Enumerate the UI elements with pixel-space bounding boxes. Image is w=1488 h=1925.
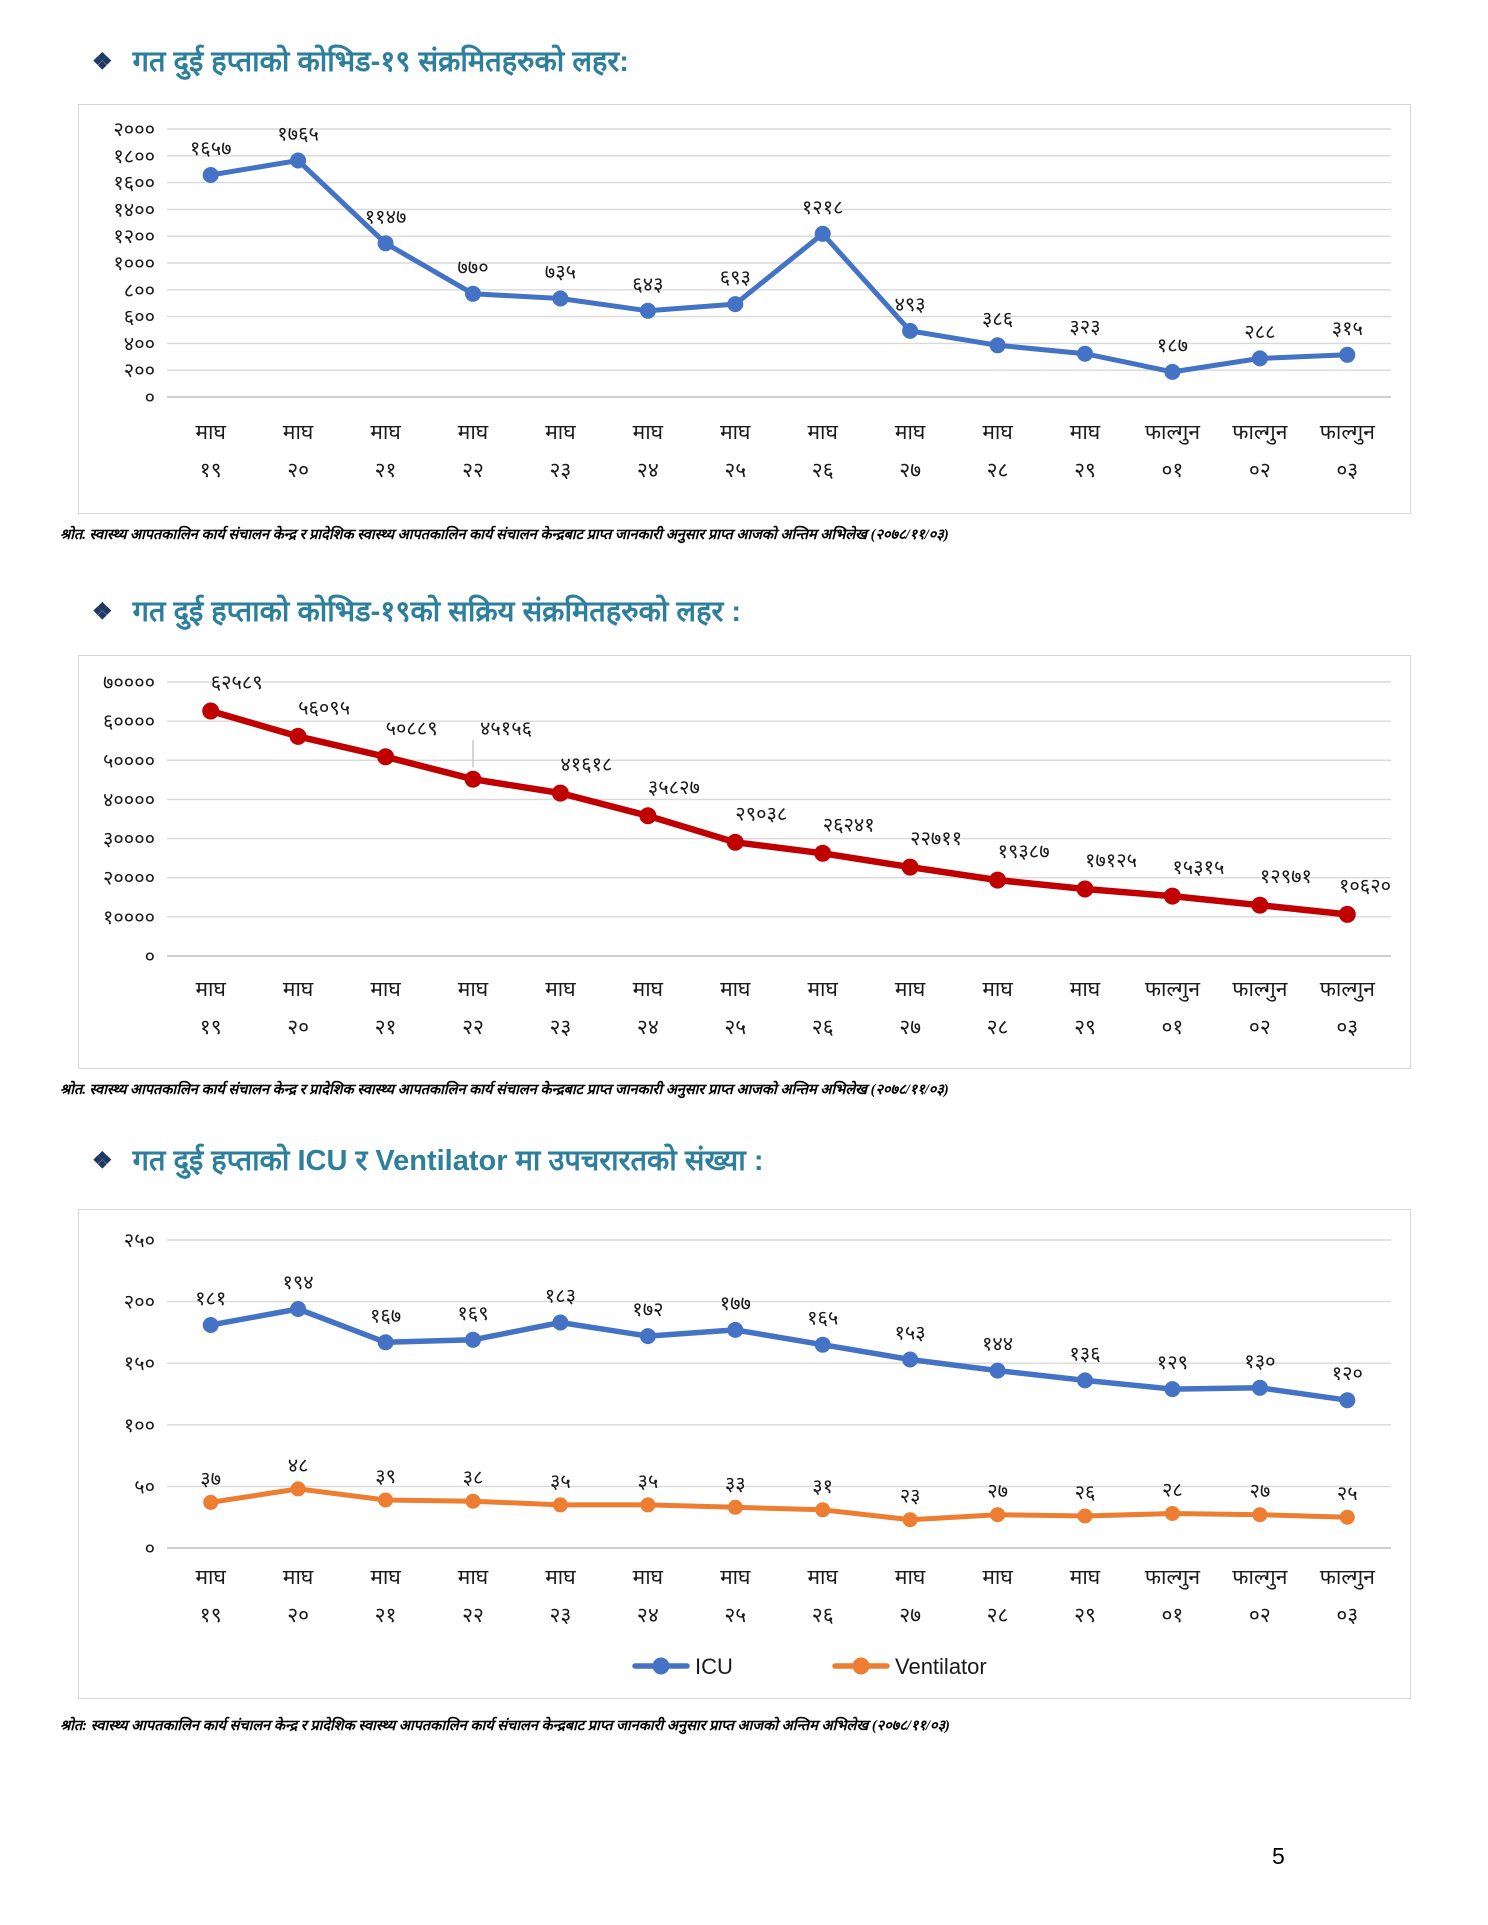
x-axis-month-label: माघ [545, 1565, 576, 1589]
daily-infections-point [1252, 351, 1268, 367]
ventilator-data-label: ३७ [200, 1468, 222, 1491]
x-axis-day-label: २९ [1074, 1603, 1096, 1627]
ventilator-data-label: २७ [1249, 1480, 1271, 1503]
y-axis-tick-label: ६०००० [103, 710, 155, 733]
ventilator-data-label: २३ [899, 1485, 921, 1508]
daily-infections-data-label: १६५७ [189, 138, 232, 161]
daily-infections-point [1339, 347, 1355, 363]
daily-infections-point [640, 303, 656, 319]
x-axis-month-label: फाल्गुन [1144, 1565, 1200, 1589]
x-axis-month-label: माघ [282, 977, 314, 1001]
x-axis-day-label: २० [287, 1603, 310, 1627]
daily-infections-data-label: ३२३ [1069, 316, 1101, 339]
x-axis-day-label: ०३ [1336, 1603, 1359, 1627]
x-axis-day-label: २४ [636, 1015, 659, 1039]
x-axis-month-label: माघ [195, 977, 226, 1001]
x-axis-month-label: माघ [632, 977, 664, 1001]
x-axis-month-label: माघ [982, 977, 1013, 1001]
x-axis-day-label: २८ [986, 1015, 1009, 1039]
legend-dot-marker-icu [653, 1657, 670, 1674]
x-axis-month-label: माघ [545, 977, 576, 1001]
ventilator-point [1340, 1509, 1355, 1524]
x-axis-month-label: माघ [982, 421, 1013, 445]
x-axis-month-label: माघ [457, 421, 489, 445]
ventilator-data-label: २८ [1161, 1479, 1183, 1502]
x-axis-month-label: माघ [632, 1565, 664, 1589]
daily-infections-data-label: ३१५ [1331, 318, 1363, 341]
daily-infections-point [1077, 346, 1093, 362]
active-cases-data-label: २९०३८ [735, 802, 788, 825]
icu-point [1164, 1381, 1180, 1397]
x-axis-day-label: २५ [724, 1603, 747, 1627]
x-axis-month-label: माघ [982, 1565, 1013, 1589]
icu-data-label: १६५ [807, 1307, 839, 1330]
x-axis-day-label: ०३ [1336, 459, 1359, 483]
ventilator-point [1252, 1507, 1267, 1522]
active-cases-data-label: ३५८२७ [647, 776, 700, 799]
icu-point [902, 1351, 918, 1367]
x-axis-month-label: माघ [807, 977, 838, 1001]
icu-point [990, 1362, 1006, 1378]
active-cases-data-label: १०६२० [1339, 874, 1391, 897]
x-axis-month-label: फाल्गुन [1232, 977, 1288, 1001]
active-cases-chart-canvas [79, 656, 1409, 1068]
daily-infections-point [727, 296, 743, 312]
active-cases-point [989, 871, 1006, 888]
x-axis-month-label: फाल्गुन [1144, 977, 1200, 1001]
active-cases-point [1164, 887, 1181, 904]
source-note-3: श्रोत: स्वास्थ्य आपतकालिन कार्य संचालन केन्द्र र प्रादेशिक स्वास्थ्य आपतकालिन कार्य संचालन केन्द्रबाट प्राप्त जानकारी अनुसार प्राप्त आजको अन्तिम अभिलेख (२०७८/११/०३) [60, 1717, 950, 1734]
icu-data-label: १८३ [544, 1285, 577, 1308]
x-axis-day-label: २६ [811, 1015, 834, 1039]
icu-point [1077, 1372, 1093, 1388]
chart-daily-infections [78, 104, 1411, 514]
daily-infections-data-label: ३८६ [981, 308, 1014, 331]
active-cases-data-label: ५६०९५ [298, 696, 351, 719]
x-axis-month-label: माघ [370, 977, 401, 1001]
icu-data-label: १६७ [369, 1305, 402, 1328]
y-axis-tick-label: ४०० [123, 333, 155, 356]
daily-infections-point [990, 338, 1006, 354]
active-cases-point [465, 770, 482, 787]
x-axis-month-label: फाल्गुन [1319, 421, 1375, 445]
y-axis-tick-label: १५० [123, 1352, 155, 1375]
daily-infections-data-label: १२१८ [801, 197, 844, 220]
x-axis-month-label: फाल्गुन [1144, 421, 1200, 445]
diamond-bullet-icon: ❖ [92, 598, 113, 625]
x-axis-day-label: २६ [811, 459, 834, 483]
daily-infections-data-label: ११४७ [364, 206, 407, 229]
x-axis-day-label: ०२ [1248, 459, 1271, 483]
ventilator-data-label: ३३ [724, 1473, 746, 1496]
icu-data-label: १२० [1331, 1362, 1363, 1385]
diamond-bullet-icon: ❖ [92, 48, 113, 74]
page-number: 5 [1272, 1843, 1285, 1869]
daily-infections-point [465, 286, 481, 302]
y-axis-tick-label: ४०००० [103, 788, 155, 811]
x-axis-day-label: ०२ [1248, 1015, 1271, 1039]
active-cases-data-label: ४१६१८ [560, 753, 613, 776]
ventilator-point [815, 1502, 830, 1517]
x-axis-month-label: माघ [195, 421, 226, 445]
icu-data-label: १३० [1244, 1350, 1276, 1373]
active-cases-point [202, 702, 219, 719]
x-axis-day-label: ०१ [1161, 1603, 1184, 1627]
x-axis-day-label: २४ [636, 1603, 659, 1627]
y-axis-tick-label: १८०० [113, 146, 155, 169]
x-axis-month-label: माघ [894, 421, 926, 445]
ventilator-point [1078, 1508, 1093, 1523]
x-axis-month-label: माघ [894, 977, 926, 1001]
daily-infections-point [378, 236, 394, 252]
x-axis-day-label: २८ [986, 1603, 1009, 1627]
active-cases-data-label: १५३१५ [1172, 856, 1225, 879]
daily-infections-data-label: ६९३ [719, 267, 751, 290]
x-axis-day-label: २५ [724, 1015, 747, 1039]
y-axis-tick-label: १२०० [113, 226, 155, 249]
active-cases-data-label: १२९७१ [1259, 865, 1312, 888]
ventilator-data-label: २६ [1074, 1481, 1096, 1504]
icu-point [815, 1336, 831, 1352]
y-axis-tick-label: ७०००० [103, 671, 155, 694]
ventilator-point [466, 1493, 481, 1508]
icu-data-label: १७२ [632, 1298, 664, 1321]
daily-infections-data-label: ६४३ [632, 274, 664, 297]
x-axis-month-label: माघ [1069, 1565, 1101, 1589]
x-axis-month-label: माघ [807, 1565, 838, 1589]
x-axis-day-label: २२ [462, 459, 484, 483]
daily-infections-point [552, 291, 568, 307]
y-axis-tick-label: २०००० [103, 867, 155, 890]
heading-text-3: गत दुई हप्ताको ICU र Ventilator मा उपचरारतको संख्या : [132, 1144, 764, 1177]
active-cases-point [814, 844, 831, 861]
y-axis-tick-label: ३०००० [103, 828, 155, 851]
active-cases-data-label: ६२५८९ [210, 671, 263, 694]
section-heading-2 [92, 594, 1488, 630]
icu-ventilator-chart-canvas [79, 1210, 1409, 1698]
active-cases-point [727, 833, 744, 850]
x-axis-day-label: ०२ [1248, 1603, 1271, 1627]
ventilator-point [728, 1500, 743, 1515]
ventilator-point [203, 1495, 218, 1510]
x-axis-day-label: २३ [549, 1015, 572, 1039]
icu-data-label: १२९ [1156, 1351, 1189, 1374]
active-cases-point [1251, 896, 1268, 913]
y-axis-tick-label: ५० [134, 1476, 155, 1499]
legend-label: Ventilator [895, 1653, 987, 1679]
x-axis-day-label: २१ [374, 1603, 397, 1627]
x-axis-day-label: २२ [462, 1015, 484, 1039]
x-axis-day-label: २८ [986, 459, 1009, 483]
y-axis-tick-label: १४०० [113, 199, 155, 222]
x-axis-day-label: २३ [549, 459, 572, 483]
ventilator-data-label: २५ [1336, 1482, 1358, 1505]
heading-text-2: गत दुई हप्ताको कोभिड-१९को सक्रिय संक्रमितहरुको लहर : [132, 596, 742, 629]
icu-data-label: १८१ [195, 1287, 227, 1310]
x-axis-day-label: २१ [374, 459, 397, 483]
y-axis-tick-label: २०० [123, 360, 155, 383]
active-cases-data-label: २२७११ [910, 827, 963, 850]
x-axis-day-label: २७ [899, 1603, 922, 1627]
ventilator-data-label: २७ [987, 1480, 1009, 1503]
x-axis-month-label: माघ [720, 1565, 751, 1589]
x-axis-day-label: २० [287, 459, 310, 483]
x-axis-day-label: १९ [199, 1603, 222, 1627]
x-axis-month-label: माघ [894, 1565, 926, 1589]
active-cases-point [1339, 905, 1356, 922]
x-axis-day-label: ०१ [1161, 459, 1184, 483]
icu-data-label: १४४ [981, 1333, 1014, 1356]
x-axis-month-label: माघ [457, 1565, 489, 1589]
x-axis-day-label: २५ [724, 459, 747, 483]
legend-label: ICU [695, 1653, 733, 1679]
x-axis-month-label: माघ [632, 421, 664, 445]
y-axis-tick-label: ० [144, 945, 155, 968]
x-axis-month-label: फाल्गुन [1232, 1565, 1288, 1589]
icu-point [378, 1334, 394, 1350]
active-cases-point [1077, 880, 1094, 897]
ventilator-point [903, 1512, 918, 1527]
y-axis-tick-label: ५०००० [103, 749, 155, 772]
x-axis-day-label: १९ [199, 459, 222, 483]
x-axis-month-label: फाल्गुन [1319, 1565, 1375, 1589]
x-axis-day-label: ०१ [1161, 1015, 1184, 1039]
ventilator-point [1165, 1506, 1180, 1521]
active-cases-data-label: १९३८७ [997, 840, 1050, 863]
ventilator-point [640, 1497, 655, 1512]
x-axis-month-label: माघ [720, 421, 751, 445]
ventilator-point [553, 1497, 568, 1512]
daily-infections-point [815, 226, 831, 242]
y-axis-tick-label: १००० [113, 253, 155, 276]
x-axis-month-label: फाल्गुन [1319, 977, 1375, 1001]
x-axis-day-label: ०३ [1336, 1015, 1359, 1039]
daily-infections-point [203, 167, 219, 183]
ventilator-point [291, 1481, 306, 1496]
daily-infections-point [290, 153, 306, 169]
x-axis-month-label: माघ [720, 977, 751, 1001]
x-axis-month-label: माघ [282, 421, 314, 445]
daily-infections-chart-canvas [79, 105, 1409, 513]
icu-data-label: १६९ [457, 1302, 489, 1325]
legend-dot-marker-ventilator [853, 1657, 870, 1674]
x-axis-day-label: २१ [374, 1015, 397, 1039]
icu-point [1252, 1380, 1268, 1396]
daily-infections-point [902, 323, 918, 339]
active-cases-point [290, 727, 307, 744]
active-cases-point [639, 807, 656, 824]
daily-infections-data-label: ७७० [457, 257, 489, 280]
x-axis-day-label: २९ [1074, 1015, 1096, 1039]
ventilator-data-label: ४८ [287, 1454, 309, 1477]
active-cases-data-label: ४५१५६ [480, 717, 532, 740]
x-axis-month-label: माघ [457, 977, 489, 1001]
y-axis-tick-label: २५० [123, 1229, 155, 1252]
icu-data-label: १९४ [282, 1271, 314, 1294]
active-cases-data-label: १७१२५ [1085, 849, 1137, 872]
x-axis-month-label: फाल्गुन [1232, 421, 1288, 445]
x-axis-month-label: माघ [545, 421, 576, 445]
x-axis-day-label: २४ [636, 459, 659, 483]
x-axis-day-label: २० [287, 1015, 310, 1039]
icu-point [727, 1322, 743, 1338]
icu-point [290, 1301, 306, 1317]
ventilator-point [990, 1507, 1005, 1522]
y-axis-tick-label: ६०० [123, 306, 155, 329]
icu-point [203, 1317, 219, 1333]
x-axis-month-label: माघ [282, 1565, 314, 1589]
x-axis-day-label: २६ [811, 1603, 834, 1627]
ventilator-data-label: ३१ [812, 1475, 834, 1498]
x-axis-day-label: २९ [1074, 459, 1096, 483]
x-axis-day-label: २२ [462, 1603, 484, 1627]
y-axis-tick-label: १६०० [113, 172, 155, 195]
active-cases-data-label: ५०८८९ [385, 717, 438, 740]
icu-data-label: १७७ [719, 1292, 751, 1315]
x-axis-day-label: २३ [549, 1603, 572, 1627]
y-axis-tick-label: १०००० [103, 906, 155, 929]
ventilator-point [378, 1492, 393, 1507]
x-axis-month-label: माघ [1069, 421, 1101, 445]
active-cases-point [902, 858, 919, 875]
x-axis-day-label: २७ [899, 1015, 922, 1039]
active-cases-point [552, 784, 569, 801]
icu-point [552, 1314, 568, 1330]
daily-infections-data-label: २८८ [1244, 321, 1276, 344]
x-axis-day-label: १९ [199, 1015, 222, 1039]
x-axis-month-label: माघ [195, 1565, 226, 1589]
y-axis-tick-label: १०० [123, 1414, 155, 1437]
active-cases-data-label: २६२४१ [822, 813, 875, 836]
daily-infections-data-label: ७३५ [544, 261, 577, 284]
ventilator-data-label: ३५ [549, 1470, 571, 1493]
active-cases-point [377, 748, 394, 765]
y-axis-tick-label: ० [144, 387, 155, 410]
ventilator-data-label: ३९ [375, 1465, 397, 1488]
icu-data-label: १५३ [894, 1322, 926, 1345]
section-heading-1 [92, 44, 1488, 80]
y-axis-tick-label: २०० [123, 1291, 155, 1314]
x-axis-month-label: माघ [370, 1565, 401, 1589]
x-axis-day-label: २७ [899, 459, 922, 483]
ventilator-data-label: ३५ [637, 1470, 659, 1493]
daily-infections-data-label: १७६५ [277, 123, 319, 146]
y-axis-tick-label: ८०० [123, 280, 155, 303]
icu-point [465, 1332, 481, 1348]
y-axis-tick-label: ० [144, 1537, 155, 1560]
heading-text-1: गत दुई हप्ताको कोभिड-१९ संक्रमितहरुको लहर: [132, 46, 629, 78]
icu-data-label: १३६ [1069, 1343, 1101, 1366]
chart-active-cases [78, 655, 1411, 1069]
x-axis-month-label: माघ [370, 421, 401, 445]
section-heading-3 [92, 1143, 1488, 1179]
daily-infections-point [1164, 364, 1180, 380]
daily-infections-data-label: १८७ [1156, 335, 1189, 358]
diamond-bullet-icon: ❖ [92, 1146, 113, 1173]
ventilator-data-label: ३८ [462, 1466, 484, 1489]
y-axis-tick-label: २००० [113, 119, 155, 142]
daily-infections-data-label: ४९३ [894, 294, 926, 317]
icu-point [640, 1328, 656, 1344]
x-axis-month-label: माघ [1069, 977, 1101, 1001]
icu-point [1339, 1392, 1355, 1408]
x-axis-month-label: माघ [807, 421, 838, 445]
chart-icu-ventilator [78, 1209, 1411, 1699]
source-note-1: श्रोत. स्वास्थ्य आपतकालिन कार्य संचालन केन्द्र र प्रादेशिक स्वास्थ्य आपतकालिन कार्य संचालन केन्द्रबाट प्राप्त जानकारी अनुसार प्राप्त आजको अन्तिम अभिलेख (२०७८/११/०३) [60, 527, 949, 544]
source-note-2: श्रोत. स्वास्थ्य आपतकालिन कार्य संचालन केन्द्र र प्रादेशिक स्वास्थ्य आपतकालिन कार्य संचालन केन्द्रबाट प्राप्त जानकारी अनुसार प्राप्त आजको अन्तिम अभिलेख (२०७८/११/०३) [60, 1081, 949, 1098]
